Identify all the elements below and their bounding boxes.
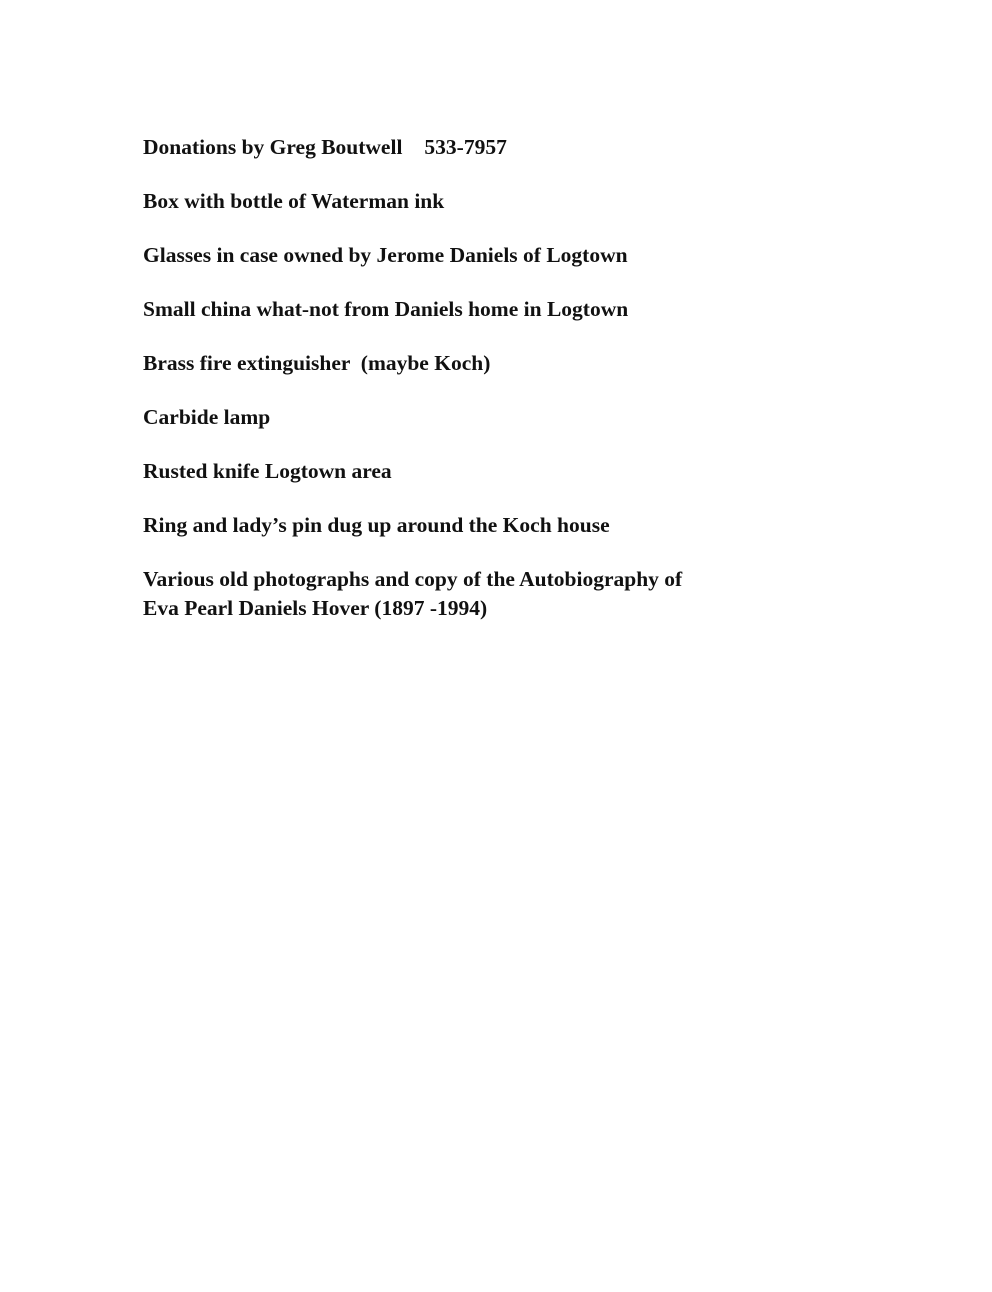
document-heading <box>143 133 943 161</box>
list-item: Small china what-not from Daniels home in Logtown <box>143 297 629 321</box>
list-item-multiline <box>143 565 943 623</box>
list-item: Rusted knife Logtown area <box>143 459 392 483</box>
phone-number: 533-7957 <box>424 135 507 159</box>
donation-list <box>143 133 943 623</box>
list-item: Brass fire extinguisher (maybe Koch) <box>143 351 491 375</box>
list-item: Ring and lady’s pin dug up around the Koch house <box>143 513 610 537</box>
list-item-line: Various old photographs and copy of the Autobiography of <box>143 567 683 591</box>
list-item: Glasses in case owned by Jerome Daniels of Logtown <box>143 243 628 267</box>
list-item-line: Eva Pearl Daniels Hover (1897 -1994) <box>143 596 488 620</box>
heading-title: Donations by Greg Boutwell <box>143 135 403 159</box>
list-item: Box with bottle of Waterman ink <box>143 189 445 213</box>
list-item: Carbide lamp <box>143 405 271 429</box>
